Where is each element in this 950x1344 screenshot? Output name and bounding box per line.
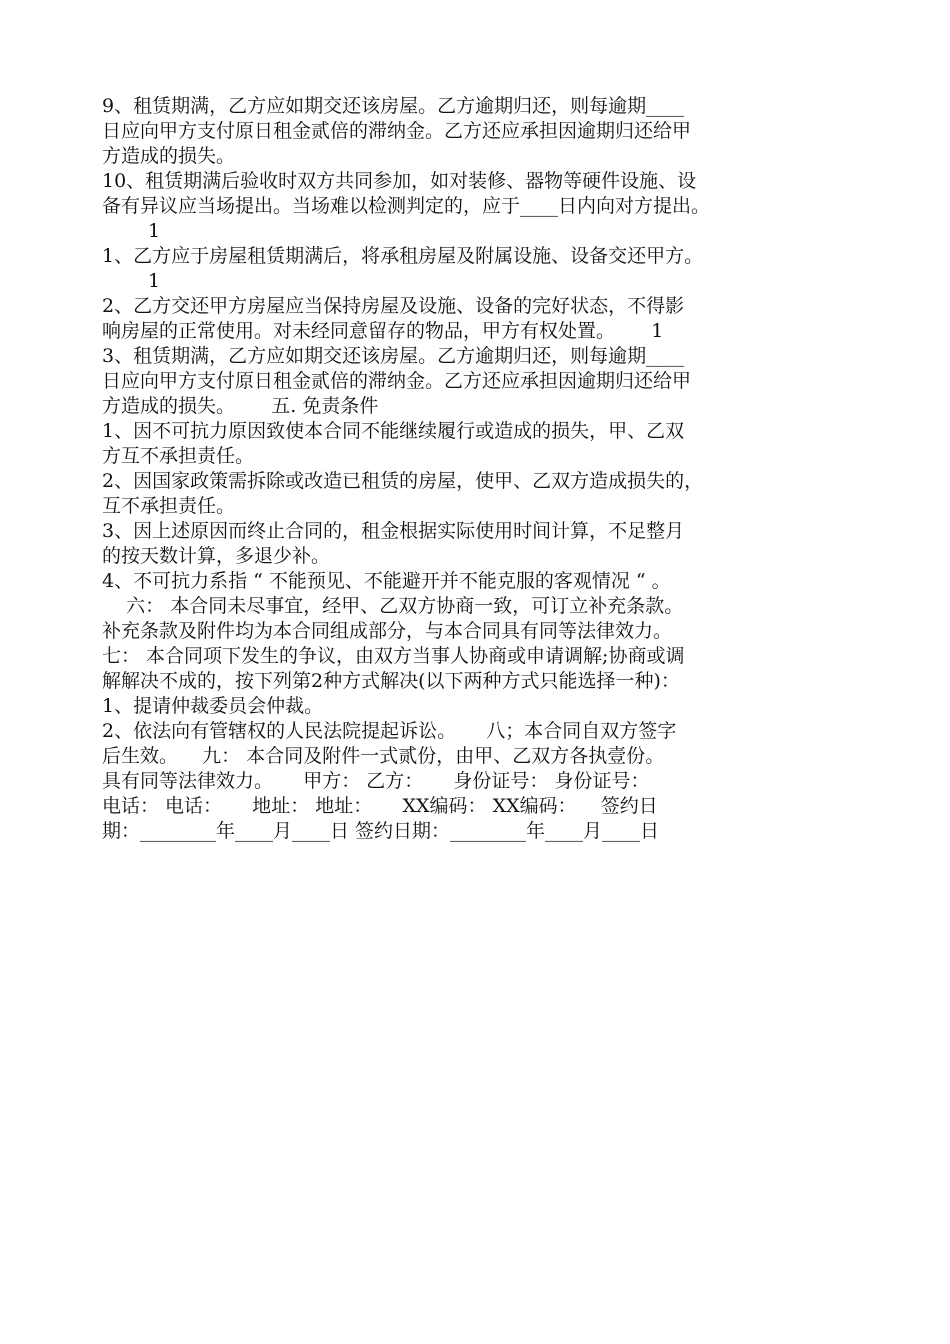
- text-line: 3、租赁期满，乙方应如期交还该房屋。乙方逾期归还，则每逾期____: [102, 345, 685, 367]
- text-line: 9、租赁期满，乙方应如期交还该房屋。乙方逾期归还，则每逾期____: [102, 95, 685, 117]
- signature-line: 具有同等法律效力。 甲方： 乙方： 身份证号： 身份证号：: [102, 770, 650, 792]
- contract-text: [102, 94, 872, 844]
- text-line: 补充条款及附件均为本合同组成部分，与本合同具有同等法律效力。: [102, 620, 673, 642]
- text-line: 10、租赁期满后验收时双方共同参加，如对装修、器物等硬件设施、设: [102, 170, 697, 192]
- text-line: 方造成的损失。: [102, 145, 236, 167]
- text-line: 解解决不成的，按下列第2种方式解决(以下两种方式只能选择一种)：: [102, 670, 680, 692]
- text-line: 响房屋的正常使用。对未经同意留存的物品，甲方有权处置。 1: [102, 320, 664, 342]
- text-line: 的按天数计算，多退少补。: [102, 545, 331, 567]
- page-number: 1: [148, 220, 161, 242]
- text-line: 1、因不可抗力原因致使本合同不能继续履行或造成的损失，甲、乙双: [102, 420, 685, 442]
- text-line: 1、提请仲裁委员会仲裁。: [102, 695, 324, 717]
- text-line: 1、乙方应于房屋租赁期满后，将承租房屋及附属设施、设备交还甲方。: [102, 245, 704, 267]
- text-line: 六： 本合同未尽事宜，经甲、乙双方协商一致，可订立补充条款。: [102, 595, 684, 617]
- text-line: 后生效。 九： 本合同及附件一式贰份，由甲、乙双方各执壹份。: [102, 745, 665, 767]
- text-line: 3、因上述原因而终止合同的，租金根据实际使用时间计算，不足整月: [102, 520, 685, 542]
- text-line: 2、依法向有管辖权的人民法院提起诉讼。 八；本合同自双方签字: [102, 720, 677, 742]
- text-line: 七： 本合同项下发生的争议，由双方当事人协商或申请调解;协商或调: [102, 645, 685, 667]
- signature-date-line: 期：________年____月____日 签约日期：________年____月____日: [102, 820, 660, 842]
- text-line: 2、乙方交还甲方房屋应当保持房屋及设施、设备的完好状态，不得影: [102, 295, 685, 317]
- text-line: 方互不承担责任。: [102, 445, 255, 467]
- text-line: 备有异议应当场提出。当场难以检测判定的，应于____日内向对方提出。: [102, 195, 711, 217]
- section-heading-line: 方造成的损失。 五. 免责条件: [102, 395, 379, 417]
- page-number: 1: [148, 270, 161, 292]
- text-line: 2、因国家政策需拆除或改造已租赁的房屋，使甲、乙双方造成损失的，: [102, 470, 704, 492]
- text-line: 互不承担责任。: [102, 495, 236, 517]
- text-line: 日应向甲方支付原日租金贰倍的滞纳金。乙方还应承担因逾期归还给甲: [102, 370, 692, 392]
- text-line: 4、不可抗力系指 “ 不能预见、不能避开并不能克服的客观情况 “ 。: [102, 570, 671, 592]
- text-line: 日应向甲方支付原日租金贰倍的滞纳金。乙方还应承担因逾期归还给甲: [102, 120, 692, 142]
- signature-line: 电话： 电话： 地址： 地址： XX编码： XX编码： 签约日: [102, 795, 658, 817]
